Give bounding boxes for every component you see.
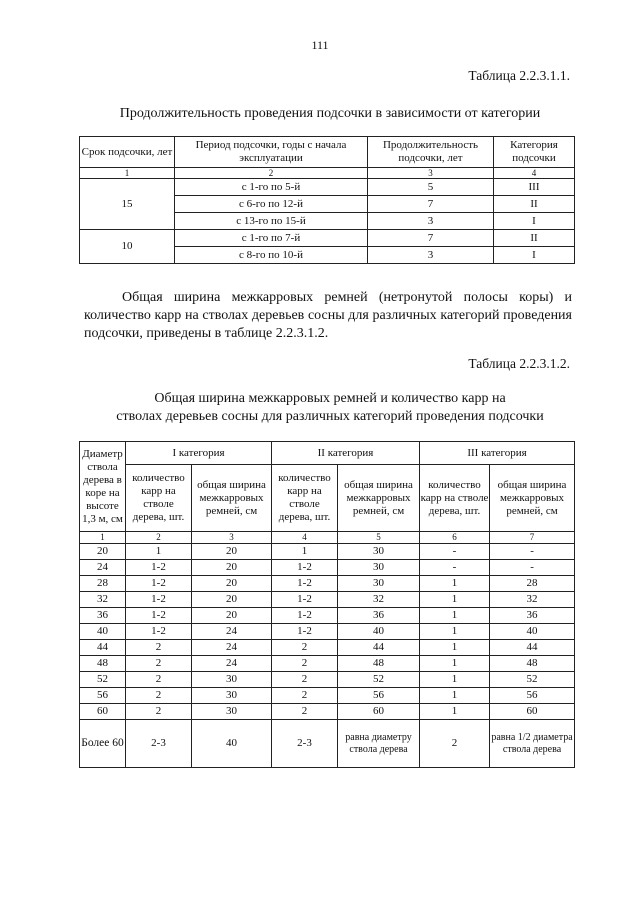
table-row (80, 230, 575, 247)
diameter-cell: 44 (80, 640, 126, 656)
data-cell: 1 (420, 672, 490, 688)
data-cell: 1-2 (272, 560, 338, 576)
diameter-cell: 56 (80, 688, 126, 704)
data-cell: 1 (126, 544, 192, 560)
data-cell: 2 (272, 672, 338, 688)
data-cell: 20 (192, 608, 272, 624)
diameter-cell: 28 (80, 576, 126, 592)
col-number: 3 (192, 532, 272, 544)
category-cell: II (494, 196, 575, 213)
subheader-count: количество карр на стволе дерева, шт. (420, 465, 490, 532)
data-cell: 1-2 (126, 592, 192, 608)
data-cell: 2 (272, 688, 338, 704)
header-period: Период подсочки, годы с начала эксплуатации (175, 137, 368, 168)
data-cell: 1 (420, 608, 490, 624)
data-cell: 2 (126, 656, 192, 672)
subheader-count: количество карр на стволе дерева, шт. (272, 465, 338, 532)
data-cell: 1-2 (272, 624, 338, 640)
data-cell: 20 (192, 576, 272, 592)
data-cell: 60 (338, 704, 420, 720)
data-cell: 40 (338, 624, 420, 640)
data-cell: 2 (272, 640, 338, 656)
header-category: Категория подсочки (494, 137, 575, 168)
table-row (80, 672, 575, 688)
data-cell: 1-2 (126, 608, 192, 624)
header-diameter: Диаметр ствола дерева в коре на высоте 1,3 м, см (80, 442, 126, 532)
data-cell: 44 (338, 640, 420, 656)
data-cell: 1-2 (126, 576, 192, 592)
table-row (80, 544, 575, 560)
data-cell: 28 (490, 576, 575, 592)
data-cell: 2 (126, 704, 192, 720)
data-cell: - (420, 560, 490, 576)
data-cell: 20 (192, 592, 272, 608)
data-cell: 40 (490, 624, 575, 640)
data-cell: 1-2 (126, 560, 192, 576)
data-cell: 2 (420, 720, 490, 768)
duration-cell: 3 (368, 213, 494, 230)
period-cell: с 6-го по 12-й (175, 196, 368, 213)
data-cell: 36 (338, 608, 420, 624)
header-category-2: II категория (272, 442, 420, 465)
header-category-1: I категория (126, 442, 272, 465)
category-cell: I (494, 247, 575, 264)
col-number: 3 (368, 168, 494, 179)
duration-table (79, 136, 575, 264)
diameter-cell: 24 (80, 560, 126, 576)
col-number: 4 (272, 532, 338, 544)
subheader-width: общая ширина межкарровых ремней, см (338, 465, 420, 532)
data-cell: 56 (490, 688, 575, 704)
col-number: 6 (420, 532, 490, 544)
table1-label: Таблица 2.2.3.1.1. (468, 68, 570, 83)
duration-cell: 5 (368, 179, 494, 196)
col-number: 1 (80, 168, 175, 179)
diameter-cell: 40 (80, 624, 126, 640)
table-row (80, 608, 575, 624)
data-cell: 30 (338, 576, 420, 592)
table-row (80, 704, 575, 720)
col-number: 2 (126, 532, 192, 544)
table2-caption (60, 390, 600, 426)
subheader-width: общая ширина межкарровых ремней, см (192, 465, 272, 532)
data-cell: 2-3 (126, 720, 192, 768)
data-cell: 1 (420, 704, 490, 720)
data-cell: - (490, 560, 575, 576)
table-row (80, 576, 575, 592)
table-row (80, 624, 575, 640)
data-cell: - (420, 544, 490, 560)
data-cell: 30 (192, 672, 272, 688)
term-cell: 15 (80, 179, 175, 230)
data-cell: 2 (126, 688, 192, 704)
data-cell: 2 (126, 640, 192, 656)
category-cell: I (494, 213, 575, 230)
table-row (80, 640, 575, 656)
data-cell: 1 (420, 624, 490, 640)
data-cell: 24 (192, 624, 272, 640)
data-cell: 1-2 (272, 608, 338, 624)
data-cell: 52 (338, 672, 420, 688)
table-row (80, 560, 575, 576)
data-cell: 1-2 (272, 576, 338, 592)
data-cell: 20 (192, 544, 272, 560)
data-cell: 56 (338, 688, 420, 704)
data-cell: 52 (490, 672, 575, 688)
data-cell: 2 (272, 704, 338, 720)
term-cell: 10 (80, 230, 175, 264)
period-cell: с 1-го по 7-й (175, 230, 368, 247)
data-cell: 1-2 (126, 624, 192, 640)
diameter-cell: 20 (80, 544, 126, 560)
col-number: 7 (490, 532, 575, 544)
data-cell: 2 (272, 656, 338, 672)
table2-caption-line1: Общая ширина межкарровых ремней и количество карр на (154, 391, 506, 406)
col-number: 1 (80, 532, 126, 544)
table1-caption: Продолжительность проведения подсочки в зависимости от категории (119, 106, 541, 121)
data-cell: 1-2 (272, 592, 338, 608)
page-number: 111 (311, 38, 329, 52)
data-cell: 24 (192, 656, 272, 672)
table-row (80, 179, 575, 196)
data-cell: равна диаметру ствола дерева (338, 720, 420, 768)
data-cell: 30 (192, 688, 272, 704)
data-cell: 20 (192, 560, 272, 576)
data-cell: 1 (420, 656, 490, 672)
col-number: 5 (338, 532, 420, 544)
data-cell: 1 (420, 576, 490, 592)
subheader-width: общая ширина межкарровых ремней, см (490, 465, 575, 532)
strips-table (79, 441, 575, 768)
data-cell: 32 (338, 592, 420, 608)
table-row (80, 592, 575, 608)
duration-cell: 7 (368, 230, 494, 247)
data-cell: 30 (338, 560, 420, 576)
data-cell: 1 (272, 544, 338, 560)
data-cell: 60 (490, 704, 575, 720)
data-cell: 1 (420, 688, 490, 704)
subheader-count: количество карр на стволе дерева, шт. (126, 465, 192, 532)
data-cell: 1 (420, 592, 490, 608)
data-cell: 32 (490, 592, 575, 608)
header-category-3: III категория (420, 442, 575, 465)
data-cell: 48 (490, 656, 575, 672)
data-cell: 30 (192, 704, 272, 720)
header-term: Срок подсочки, лет (80, 137, 175, 168)
data-cell: 36 (490, 608, 575, 624)
data-cell: 2-3 (272, 720, 338, 768)
table2-label: Таблица 2.2.3.1.2. (468, 356, 570, 371)
duration-cell: 7 (368, 196, 494, 213)
table-row (80, 688, 575, 704)
data-cell: 44 (490, 640, 575, 656)
diameter-cell: 52 (80, 672, 126, 688)
data-cell: 48 (338, 656, 420, 672)
diameter-cell: Более 60 (80, 720, 126, 768)
diameter-cell: 32 (80, 592, 126, 608)
data-cell: 24 (192, 640, 272, 656)
table-row (80, 656, 575, 672)
duration-cell: 3 (368, 247, 494, 264)
period-cell: с 13-го по 15-й (175, 213, 368, 230)
data-cell: 2 (126, 672, 192, 688)
diameter-cell: 60 (80, 704, 126, 720)
col-number: 2 (175, 168, 368, 179)
data-cell: - (490, 544, 575, 560)
table2-caption-line2: стволах деревьев сосны для различных категорий проведения подсочки (116, 409, 544, 424)
data-cell: 30 (338, 544, 420, 560)
diameter-cell: 48 (80, 656, 126, 672)
data-cell: 40 (192, 720, 272, 768)
category-cell: II (494, 230, 575, 247)
data-cell: равна 1/2 диаметра ствола дерева (490, 720, 575, 768)
header-duration: Продолжительность подсочки, лет (368, 137, 494, 168)
period-cell: с 1-го по 5-й (175, 179, 368, 196)
diameter-cell: 36 (80, 608, 126, 624)
data-cell: 1 (420, 640, 490, 656)
period-cell: с 8-го по 10-й (175, 247, 368, 264)
col-number: 4 (494, 168, 575, 179)
category-cell: III (494, 179, 575, 196)
body-paragraph: Общая ширина межкарровых ремней (нетронутой полосы коры) и количество карр на стволах деревьев сосны для различных категорий проведения подсочки, приведены в таблице 2.2.3.1.2. (84, 290, 572, 341)
table-row (80, 720, 575, 768)
